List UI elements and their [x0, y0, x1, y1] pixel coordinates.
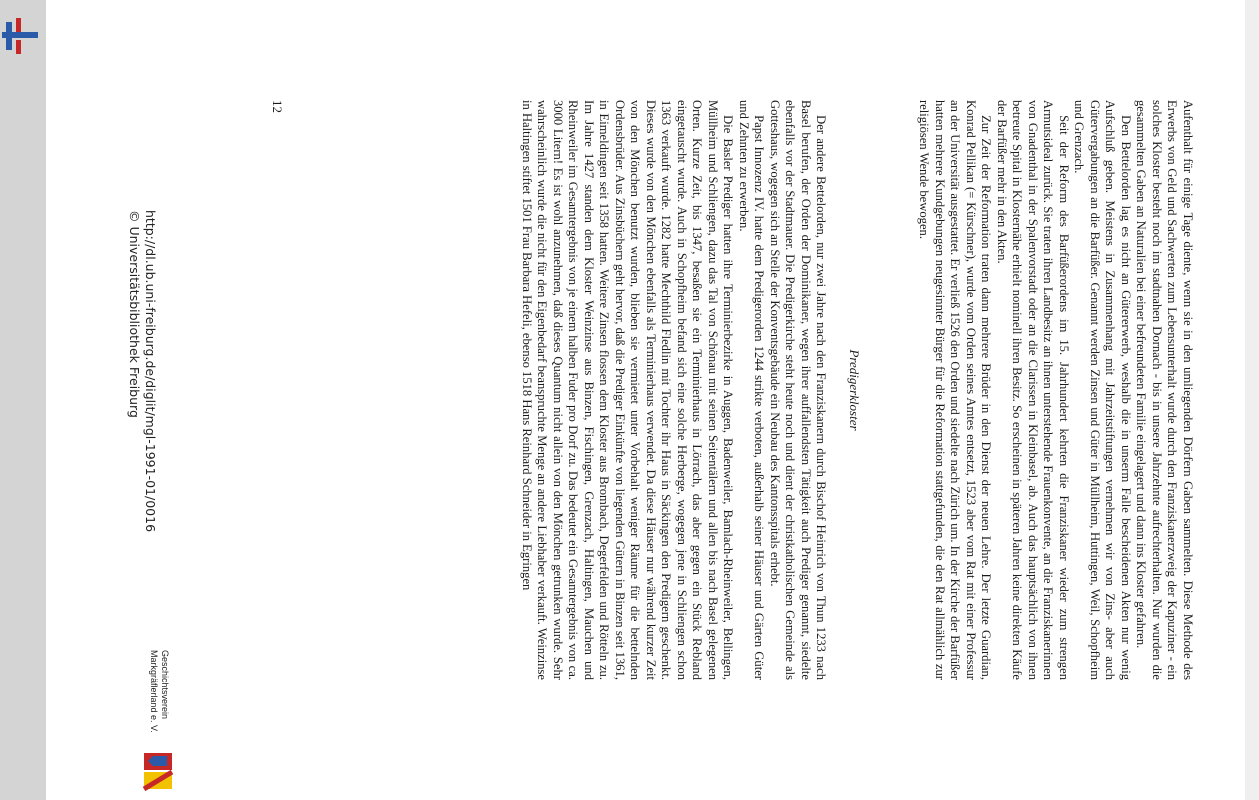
paragraph: Seit der Reform des Barfüßerordens im 15. Jahrhundert kehrten die Franziskaner wieder zum strengen Armutsideal zurück. Sie traten ihren Landbesitz an ihnen unterstehende Frauenkonvente, an die Franziskanerinnen von Gnadenthal in der Spalenvorstadt oder an die Clarissen in Kleinbasel, ab. Auch das hauptsächlich von ihnen betreute Spital in Klosternähe erhielt nominell ihren Besitz. So erscheinen in späteren Jahren keine direkten Käufe der Barfüßer mehr in den Akten. [995, 100, 1071, 680]
page-number: 12 [270, 100, 285, 113]
body-text [519, 100, 1196, 680]
rotated-page-content [127, 0, 1245, 800]
paragraph: Die Basler Prediger hatten ihre Terminierbezirke in Auggen, Badenweiler, Bamlach-Rheinweiler, Bellingen, Müllheim und Schliengen, dazu das Tal von Schönau mit seinen Seitentälern und allen bis nach Basel gelegenen Orten. Kurze Zeit, bis 1347, besaßen sie ein Terminierhaus in Lörrach, das aber gegen ein Stück Rebland eingetauscht wurde. Auch in Schopfheim befand sich eine solche Herberge, wogegen jene in Schliengen schon 1363 verkauft wurde. 1282 hatte Mechthild Fledlin mit Tochter ihr Haus in Säckingen den Predigern geschenkt. Dieses wurde von den Mönchen ebenfalls als Terminierhaus verwendet. Da diese Häuser nur während kurzer Zeit von den Mönchen benutzt wurden, blieben sie vermietet unter Vorbehalt weniger Räume für die bettelnden Ordensbrüder. Aus Zinsbüchern geht hervor, daß die Prediger Einkünfte von liegenden Gütern in Binzen seit 1361, in Eimeldingen seit 1358 hatten. Weitere Zinsen flossen dem Kloster aus Brombach, Degerfelden und Rötteln zu. Im Jahre 1427 standen dem Kloster Weinzinse aus Binzen, Fischingen, Grenzach, Haltingen, Mauchen und Rheinweiler im Gesamtergebnis von je einem halben Fuder pro Dorf zu. Das bedeutet ein Gesamtergebnis von ca. 3000 Litern! Es ist wohl anzunehmen, daß dieses Quantum nicht allein von den Mönchen getrunken wurde. Sehr wahrscheinlich wurde die nicht für den Eigenbedarf beanspruchte Menge an andere Liebhaber verkauft. Weinzinse in Haltingen stiftet 1501 Frau Barbara Hefeli, ebenso 1518 Hans Reinhard Schneider in Egringen [520, 100, 736, 680]
paragraph: Den Bettelorden lag es nicht an Gütererwerb, weshalb die in unserm Falle bescheidenen Akten nur wenig Aufschluß geben. Meistens in Zusammenhang mit Jahrzeitstiftungen vernehmen wir von Zins- aber auch Gütervergabungen an die Barfüßer. Genannt werden Zinsen und Güter in Müllheim, Huttingen, Weil, Schopfheim und Grenzach. [1072, 100, 1133, 680]
scrollbar[interactable] [1245, 0, 1259, 800]
coat-of-arms-icon [143, 752, 173, 790]
viewer-sidebar [0, 0, 46, 800]
viewer-logo-icon[interactable] [2, 18, 38, 54]
paragraph: Der andere Bettelorden, nur zwei Jahre nach den Franziskanern durch Bischof Heinrich von Thun 1233 nach Basel berufen, der Orden der Dominikaner, wegen ihrer auffallendsten Tätigkeit auch Prediger genannt, siedelte ebenfalls vor der Stadtmauer. Die Predigerkirche steht heute noch und dient der christkatholischen Gemeinde als Gotteshaus, wogegen sich an Stelle der Konventsgebäude ein Neubau des Kantonsspitals erhebt. [768, 100, 829, 680]
paragraph: Zur Zeit der Reformation traten dann mehrere Brüder in den Dienst der neuen Lehre. Der letzte Guardian, Konrad Pellikan (= Kürschner), wurde vom Orden seines Amtes entsetzt, 1523 aber vom Rat mit einer Professur an der Universität ausgestattet. Er verließ 1526 den Orden und siedelte nach Zürich um. In der Kirche der Barfüßer hatten mehrere Kundgebungen neugesinnter Bürger für die Reformation stattgefunden, die den Rat allmählich zur religiösen Wende bewogen. [917, 100, 994, 680]
permalink[interactable]: http://dl.ub.uni-freiburg.de/diglit/mgl-1991-01/0016 [143, 210, 158, 533]
paragraph: Papst Innozenz IV. hatte dem Predigerorden 1244 strikte verboten, außerhalb seiner Häuser und Gärten Güter und Zehnten zu erwerben. [737, 100, 767, 680]
society-name-line: Markgräflerland e. V. [149, 650, 159, 733]
library-credit: © Universitätsbibliothek Freiburg [127, 210, 142, 418]
society-label [140, 650, 170, 740]
paragraph: Aufenthalt für einige Tage diente, wenn sie in den umliegenden Dörfern Gaben sammelten. Diese Methode des Erwerbs von Geld und Sachwerten zum Lebensunterhalt wurde durch den Franziskanerzweig der Kapuziner - ein solches Kloster besteht noch im stadtnahen Dornach - bis in unsere Jahrzehnte aufrechterhalten. Nur wurden die gesammelten Gaben an Naturalien bei einer befreundeten Familie eingelagert und dann ins Kloster gefahren. [1134, 100, 1195, 680]
section-heading: Predigerkloster [847, 349, 862, 431]
document-page [127, 0, 1245, 800]
society-name-line: Geschichtsverein [160, 650, 170, 720]
